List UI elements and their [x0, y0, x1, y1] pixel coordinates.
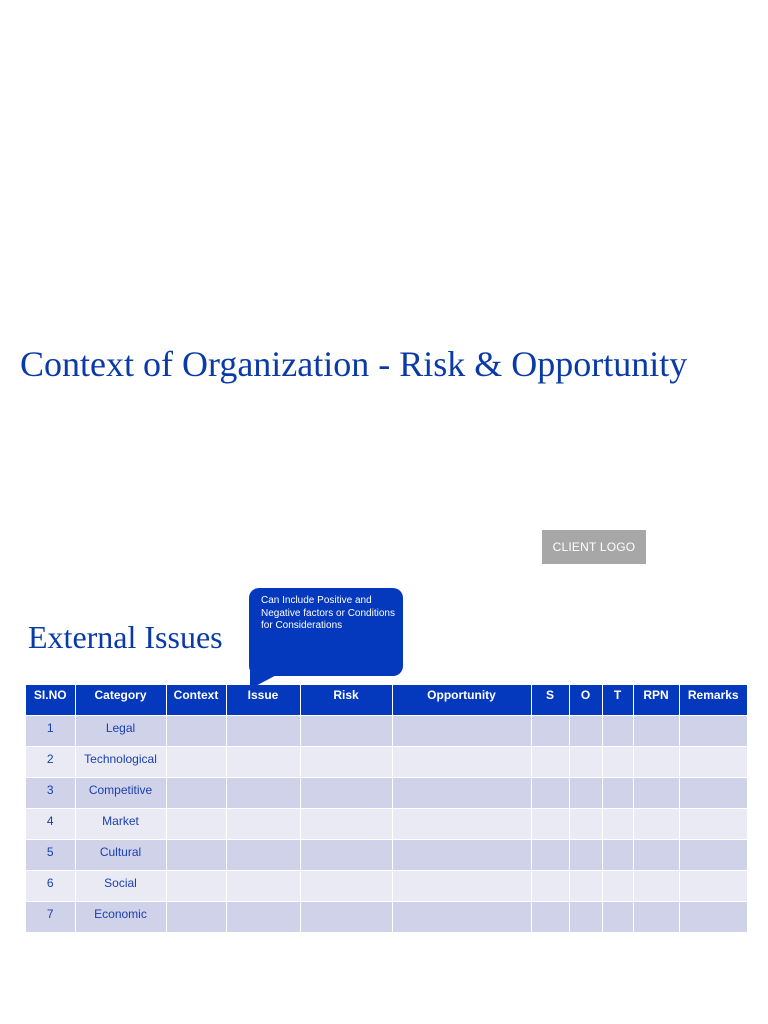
table-row	[26, 839, 747, 870]
row-category: Technological	[75, 746, 166, 777]
table-row	[26, 777, 747, 808]
rpn-cell[interactable]	[633, 870, 679, 901]
rpn-cell[interactable]	[633, 901, 679, 932]
opportunity-cell[interactable]	[392, 808, 531, 839]
row-category: Competitive	[75, 777, 166, 808]
issue-cell[interactable]	[226, 715, 300, 746]
rpn-cell[interactable]	[633, 715, 679, 746]
issue-cell[interactable]	[226, 808, 300, 839]
o-cell[interactable]	[569, 901, 602, 932]
row-number: 4	[26, 808, 75, 839]
o-cell[interactable]	[569, 839, 602, 870]
rpn-cell[interactable]	[633, 746, 679, 777]
header-risk: Risk	[300, 685, 392, 715]
context-cell[interactable]	[166, 746, 226, 777]
client-logo: CLIENT LOGO	[542, 530, 646, 564]
t-cell[interactable]	[602, 870, 633, 901]
remarks-cell[interactable]	[679, 839, 747, 870]
header-category: Category	[75, 685, 166, 715]
row-number: 1	[26, 715, 75, 746]
s-cell[interactable]	[531, 777, 569, 808]
remarks-cell[interactable]	[679, 715, 747, 746]
o-cell[interactable]	[569, 715, 602, 746]
o-cell[interactable]	[569, 808, 602, 839]
risk-cell[interactable]	[300, 777, 392, 808]
remarks-cell[interactable]	[679, 901, 747, 932]
issue-cell[interactable]	[226, 777, 300, 808]
rpn-cell[interactable]	[633, 808, 679, 839]
header-slno: SI.NO	[26, 685, 75, 715]
opportunity-cell[interactable]	[392, 839, 531, 870]
rpn-cell[interactable]	[633, 839, 679, 870]
row-number: 5	[26, 839, 75, 870]
row-category: Economic	[75, 901, 166, 932]
remarks-cell[interactable]	[679, 808, 747, 839]
s-cell[interactable]	[531, 901, 569, 932]
risk-cell[interactable]	[300, 715, 392, 746]
remarks-cell[interactable]	[679, 746, 747, 777]
opportunity-cell[interactable]	[392, 715, 531, 746]
s-cell[interactable]	[531, 839, 569, 870]
t-cell[interactable]	[602, 746, 633, 777]
table-row	[26, 901, 747, 932]
issue-cell[interactable]	[226, 870, 300, 901]
section-title: External Issues	[28, 619, 223, 655]
risk-cell[interactable]	[300, 839, 392, 870]
t-cell[interactable]	[602, 808, 633, 839]
risk-cell[interactable]	[300, 870, 392, 901]
opportunity-cell[interactable]	[392, 901, 531, 932]
issue-cell[interactable]	[226, 839, 300, 870]
row-category: Market	[75, 808, 166, 839]
t-cell[interactable]	[602, 901, 633, 932]
issue-cell[interactable]	[226, 746, 300, 777]
s-cell[interactable]	[531, 715, 569, 746]
row-number: 3	[26, 777, 75, 808]
external-issues-table	[26, 685, 747, 932]
table-row	[26, 870, 747, 901]
header-issue: Issue	[226, 685, 300, 715]
s-cell[interactable]	[531, 870, 569, 901]
table-row	[26, 715, 747, 746]
context-cell[interactable]	[166, 901, 226, 932]
context-cell[interactable]	[166, 777, 226, 808]
opportunity-cell[interactable]	[392, 777, 531, 808]
header-opportunity: Opportunity	[392, 685, 531, 715]
context-cell[interactable]	[166, 870, 226, 901]
header-context: Context	[166, 685, 226, 715]
remarks-cell[interactable]	[679, 870, 747, 901]
header-s: S	[531, 685, 569, 715]
header-o: O	[569, 685, 602, 715]
s-cell[interactable]	[531, 746, 569, 777]
context-cell[interactable]	[166, 808, 226, 839]
header-t: T	[602, 685, 633, 715]
context-cell[interactable]	[166, 715, 226, 746]
s-cell[interactable]	[531, 808, 569, 839]
t-cell[interactable]	[602, 839, 633, 870]
risk-cell[interactable]	[300, 901, 392, 932]
o-cell[interactable]	[569, 777, 602, 808]
page-title: Context of Organization - Risk & Opportunity	[20, 344, 688, 384]
rpn-cell[interactable]	[633, 777, 679, 808]
row-number: 7	[26, 901, 75, 932]
opportunity-cell[interactable]	[392, 870, 531, 901]
risk-cell[interactable]	[300, 808, 392, 839]
callout-bubble: Can Include Positive and Negative factors or Conditions for Considerations	[249, 588, 403, 676]
context-cell[interactable]	[166, 839, 226, 870]
issue-cell[interactable]	[226, 901, 300, 932]
table-row	[26, 808, 747, 839]
o-cell[interactable]	[569, 746, 602, 777]
t-cell[interactable]	[602, 777, 633, 808]
row-number: 2	[26, 746, 75, 777]
opportunity-cell[interactable]	[392, 746, 531, 777]
row-number: 6	[26, 870, 75, 901]
header-rpn: RPN	[633, 685, 679, 715]
header-remarks: Remarks	[679, 685, 747, 715]
table-header-row	[26, 685, 747, 715]
row-category: Cultural	[75, 839, 166, 870]
o-cell[interactable]	[569, 870, 602, 901]
row-category: Social	[75, 870, 166, 901]
row-category: Legal	[75, 715, 166, 746]
remarks-cell[interactable]	[679, 777, 747, 808]
t-cell[interactable]	[602, 715, 633, 746]
risk-cell[interactable]	[300, 746, 392, 777]
table-row	[26, 746, 747, 777]
